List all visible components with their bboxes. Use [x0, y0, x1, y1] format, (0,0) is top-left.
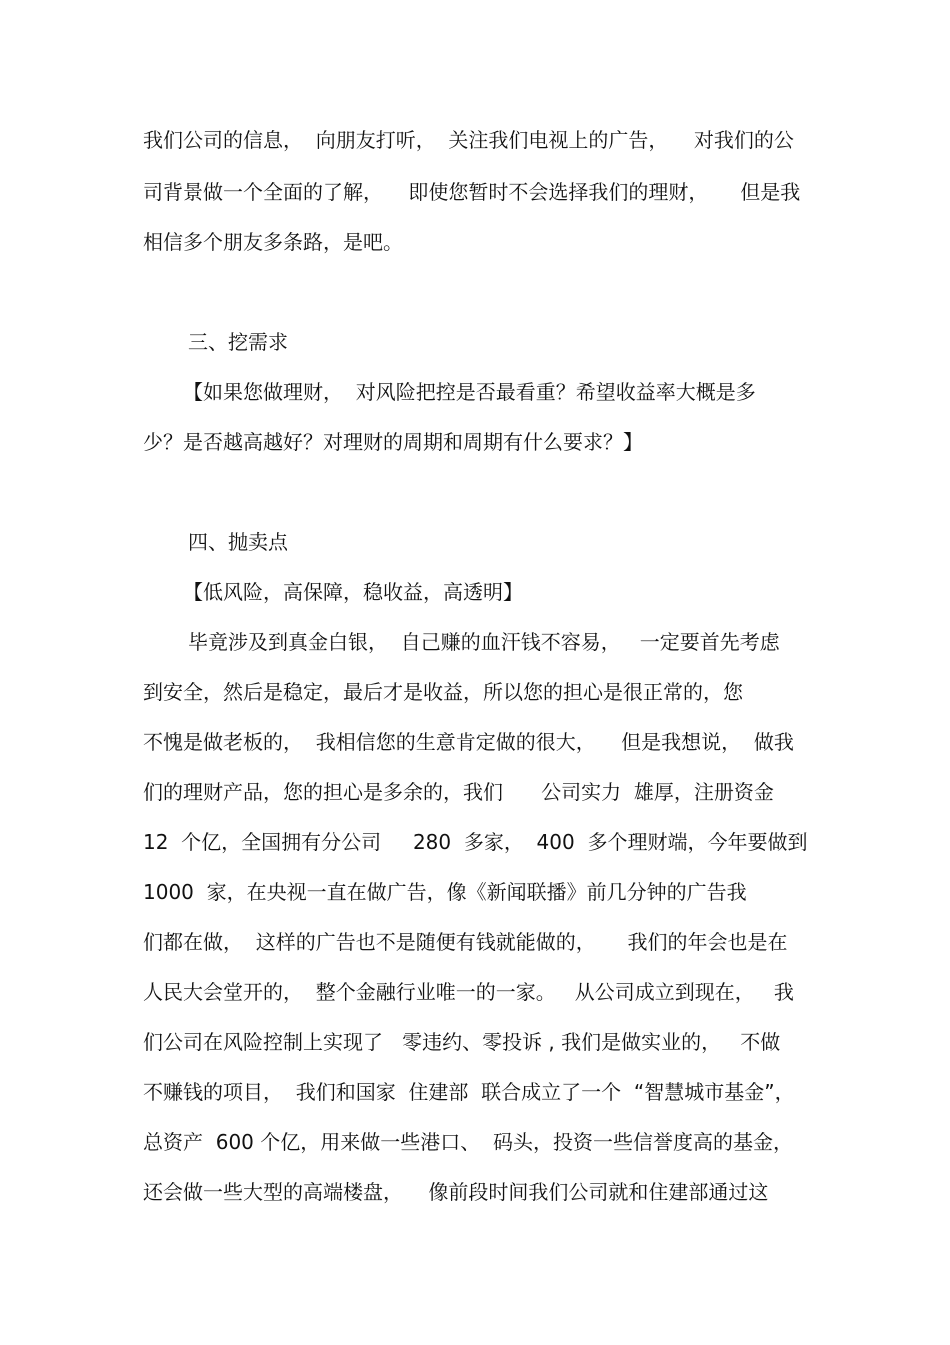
section-heading: 四、抛卖点 [188, 530, 288, 554]
body-text-line: 们的理财产品，您的担心是多余的，我们 公司实力 雄厚，注册资金 [143, 780, 774, 804]
body-text-line: 【如果您做理财， 对风险把控是否最看重？希望收益率大概是多 [183, 380, 756, 404]
body-text-line: 毕竟涉及到真金白银， 自己赚的血汗钱不容易， 一定要首先考虑 [188, 630, 780, 654]
body-text-line: 们都在做， 这样的广告也不是随便有钱就能做的， 我们的年会也是在 [143, 930, 788, 954]
body-text-line: 总资产 600 个亿，用来做一些港口、 码头，投资一些信誉度高的基金， [143, 1130, 793, 1154]
body-text-line: 司背景做一个全面的了解， 即使您暂时不会选择我们的理财， 但是我 [143, 180, 801, 204]
body-text-line: 不愧是做老板的， 我相信您的生意肯定做的很大， 但是我想说， 做我 [143, 730, 794, 754]
body-text-line: 还会做一些大型的高端楼盘， 像前段时间我们公司就和住建部通过这 [143, 1180, 769, 1204]
body-text-line: 相信多个朋友多条路，是吧。 [143, 230, 403, 254]
body-text-line: 12 个亿，全国拥有分公司 280 多家， 400 多个理财端，今年要做到 [143, 830, 808, 854]
body-text-line: 我们公司的信息， 向朋友打听， 关注我们电视上的广告， 对我们的公 [143, 128, 794, 152]
section-tagline: 【低风险，高保障，稳收益，高透明】 [183, 580, 523, 604]
body-text-line: 人民大会堂开的， 整个金融行业唯一的一家。 从公司成立到现在， 我 [143, 980, 794, 1004]
section-heading: 三、挖需求 [188, 330, 288, 354]
body-text-line: 1000 家，在央视一直在做广告，像《新闻联播》前几分钟的广告我 [143, 880, 747, 904]
body-text-line: 到安全，然后是稳定，最后才是收益，所以您的担心是很正常的，您 [143, 680, 743, 704]
body-text-line: 们公司在风险控制上实现了 零违约、零投诉 , 我们是做实业的， 不做 [143, 1030, 781, 1054]
body-text-line: 少？是否越高越好？对理财的周期和周期有什么要求？】 [143, 430, 643, 454]
body-text-line: 不赚钱的项目， 我们和国家 住建部 联合成立了一个 “智慧城市基金”， [143, 1080, 795, 1104]
